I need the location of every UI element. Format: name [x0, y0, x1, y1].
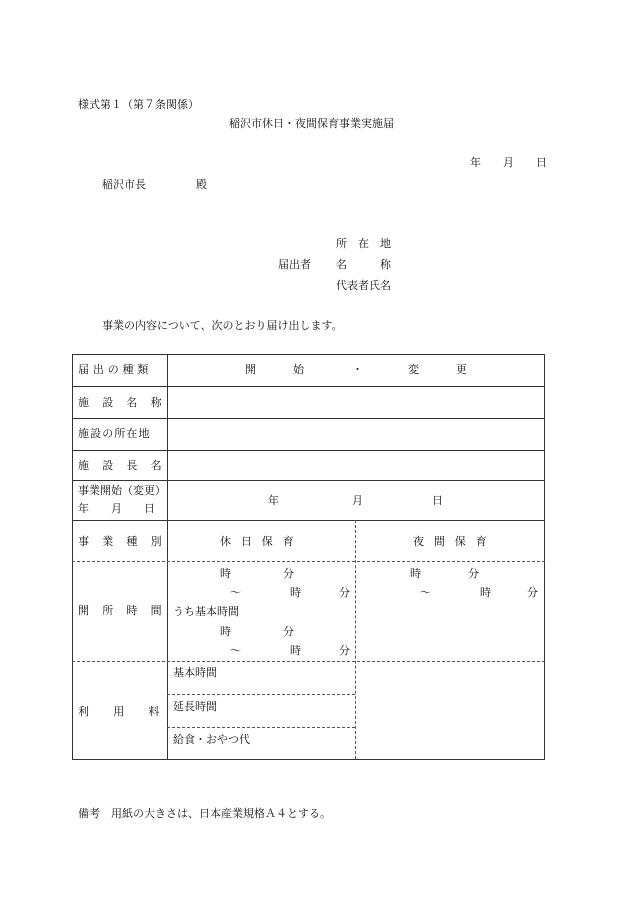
holiday-end-minute-unit: 分: [339, 586, 350, 599]
addressee-honorific: 殿: [196, 178, 207, 191]
label-director-name: 施設長名: [78, 459, 175, 472]
start-date-day: 日: [432, 494, 443, 507]
label-start-date-2: 年 月 日: [78, 502, 155, 515]
holiday-start-minute-unit: 分: [283, 567, 294, 580]
label-notification-type: 届出の種類: [78, 363, 153, 376]
basic-start-hour-unit: 時: [220, 625, 231, 638]
night-tilde: ～: [420, 586, 431, 599]
night-end-minute-unit: 分: [527, 586, 538, 599]
night-start-hour-unit: 時: [410, 567, 421, 580]
label-facility-name: 施設名称: [78, 396, 175, 409]
basic-tilde: ～: [230, 644, 241, 657]
intro-text: 事業の内容について、次のとおり届け出します。: [102, 319, 343, 332]
holiday-tilde: ～: [230, 586, 241, 599]
holiday-care: 休日保育: [220, 535, 304, 548]
label-business-type: 事業種別: [78, 535, 175, 548]
applicant-address-label: 所 在 地: [336, 237, 391, 250]
fee-basic: 基本時間: [173, 666, 217, 679]
holiday-start-hour-unit: 時: [220, 567, 231, 580]
basic-end-hour-unit: 時: [290, 644, 301, 657]
night-end-hour-unit: 時: [480, 586, 491, 599]
date-line: 年 月 日: [470, 156, 547, 169]
type-dot: ・: [352, 363, 363, 376]
label-opening-hours: 開所時間: [78, 604, 175, 617]
applicant-label: 届出者: [278, 258, 311, 271]
type-change-2: 更: [456, 363, 467, 376]
basic-end-minute-unit: 分: [339, 644, 350, 657]
fee-extended: 延長時間: [173, 700, 217, 713]
basic-hours-caption: うち基本時間: [173, 605, 239, 618]
basic-start-minute-unit: 分: [283, 625, 294, 638]
label-start-date-1: 事業開始（変更）: [78, 484, 166, 497]
type-start-1: 開: [245, 363, 256, 376]
night-care: 夜間保育: [413, 535, 497, 548]
applicant-name-label: 名 称: [336, 258, 391, 271]
note-text: 備考 用紙の大きさは、日本産業規格Ａ４とする。: [78, 807, 331, 820]
fee-meal: 給食・おやつ代: [173, 733, 250, 746]
start-date-year: 年: [268, 494, 279, 507]
applicant-rep-label: 代表者氏名: [336, 279, 391, 292]
label-facility-address: 施設の所在地: [78, 427, 151, 440]
holiday-end-hour-unit: 時: [290, 586, 301, 599]
start-date-month: 月: [352, 494, 363, 507]
label-fee: 利用料: [78, 705, 184, 718]
type-start-2: 始: [293, 363, 304, 376]
form-title: 稲沢市休日・夜間保育事業実施届: [229, 117, 394, 130]
addressee-name: 稲沢市長: [102, 178, 146, 191]
form-number: 様式第１（第７条関係）: [78, 98, 199, 111]
night-start-minute-unit: 分: [468, 567, 479, 580]
type-change-1: 変: [408, 363, 419, 376]
